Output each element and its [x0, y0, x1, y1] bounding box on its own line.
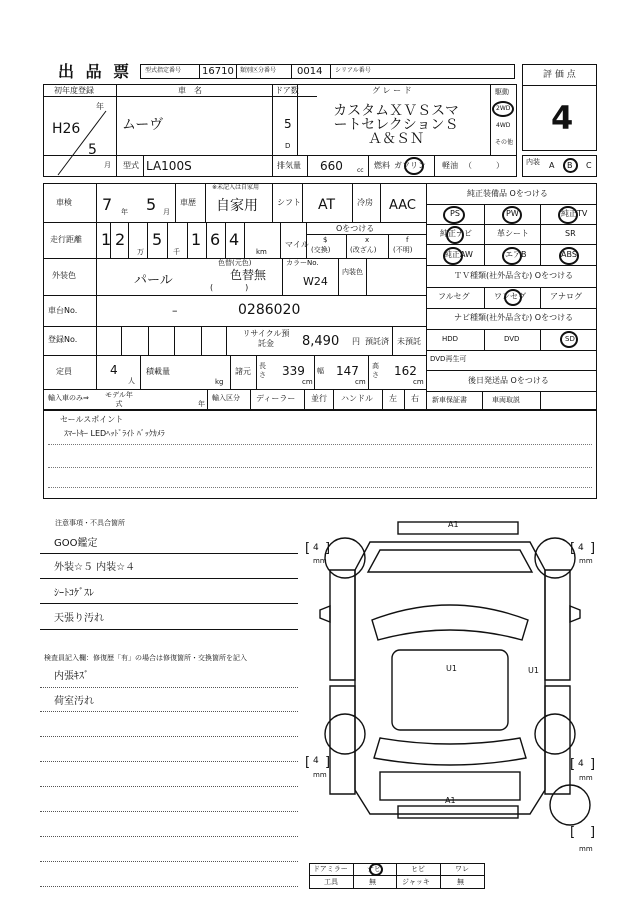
- note-2: 外装☆５ 内装☆４: [54, 562, 136, 573]
- person-unit: 人: [128, 377, 135, 385]
- shaken-year-unit: 年: [121, 208, 128, 216]
- import-class-label: 輸入区分: [212, 394, 240, 402]
- equip-nav-circle: [446, 226, 464, 244]
- inspector-item-1: 内張ｷｽﾞ: [54, 671, 89, 682]
- tv-fullseg: フルセグ: [438, 292, 470, 301]
- tools-r3: ジャッキ: [402, 878, 430, 886]
- load-label: 積載量: [146, 367, 170, 376]
- score-value: 4: [551, 99, 574, 137]
- shaken-month-unit: 月: [163, 208, 170, 216]
- mileage-digit-4: 1: [191, 230, 202, 249]
- recycle-unit: 円: [352, 337, 360, 346]
- odo-swap-mark: $: [323, 236, 328, 244]
- equip-title: 純正装備品 Oをつける: [467, 189, 548, 198]
- model-cert-label: 型式指定番号: [145, 67, 182, 74]
- mirror-right: [570, 606, 580, 622]
- bracket-rl-close: ]: [325, 755, 331, 770]
- color-no-label: カラーNo.: [286, 259, 319, 267]
- tv-selected-circle: [504, 289, 522, 306]
- repaint-value: 色替無: [230, 268, 267, 282]
- serial-cell: [330, 64, 515, 79]
- car-name: ムーヴ: [122, 117, 164, 133]
- length-value: 339: [282, 364, 305, 378]
- recycle-amount: 8,490: [302, 334, 340, 349]
- note-3: ｼｰﾄｺｹﾞｽﾚ: [54, 588, 94, 599]
- width-value: 147: [336, 364, 359, 378]
- recycle-deposited: 預託済: [365, 337, 389, 346]
- nav-sd: SD: [565, 335, 575, 343]
- height-value: 162: [394, 364, 417, 378]
- equip-nav: 純正ナビ: [440, 229, 472, 238]
- ac-value: AAC: [389, 198, 416, 213]
- tv-analog: アナログ: [550, 292, 582, 301]
- tools-h4: ワレ: [455, 865, 469, 873]
- front-mark: A1: [448, 520, 459, 529]
- recycle-label: リサイクル預託金: [242, 329, 290, 348]
- left-front-side: [330, 570, 355, 680]
- month-unit: 月: [104, 161, 111, 169]
- tread-fr-unit: mm: [579, 557, 593, 565]
- height-unit: cm: [413, 378, 424, 386]
- drive-selected-circle: [492, 101, 514, 117]
- shaken-year: 7: [102, 195, 113, 214]
- serial-label: シリアル番号: [335, 67, 371, 74]
- class-no: 0014: [297, 66, 323, 77]
- nav-selected-circle: [560, 331, 578, 348]
- odo-unknown-label: (不明): [393, 246, 413, 254]
- tv-oneseg: ワンセグ: [494, 292, 526, 301]
- equip-ps: PS: [450, 209, 460, 218]
- chassis-prefix: –: [172, 304, 178, 317]
- bracket-fl-close: ]: [325, 541, 331, 556]
- grade-value: カスタムＸＶＳスマートセレクションＳＡ＆ＳＮ: [333, 103, 459, 147]
- left-mark: U1: [446, 664, 457, 673]
- tread-fl-unit: mm: [313, 557, 327, 565]
- equip-airbag: エアB: [505, 250, 527, 259]
- length-label: 長さ: [259, 362, 266, 379]
- dealer-option: ディーラー: [256, 394, 296, 403]
- class-label: 類別区分番号: [240, 67, 277, 74]
- body-outline: [355, 542, 545, 814]
- grade-label: グ レ ー ド: [372, 86, 412, 95]
- shaken-label: 車検: [56, 198, 72, 207]
- fuel-label: 燃料: [374, 161, 390, 170]
- chassis-no: 0286020: [238, 302, 301, 318]
- inspector-label: 検査員記入欄：修復歴「有」の場合は修復箇所・交換箇所を記入: [44, 654, 247, 662]
- capacity-label: 定員: [56, 367, 72, 376]
- score-label: 評 価 点: [543, 70, 576, 80]
- rear-mark: A1: [445, 796, 456, 805]
- tools-h2: ナビ: [367, 865, 381, 873]
- drive-label: 駆動: [495, 88, 509, 96]
- tools-h3: ヒビ: [411, 865, 425, 873]
- equip-pw: PW: [506, 209, 519, 218]
- tv-title: ＴＶ種類(社外品含む) Oをつける: [454, 271, 574, 280]
- shaken-month: 5: [146, 195, 157, 214]
- rear-window: [374, 738, 526, 765]
- handle-left: 左: [389, 394, 397, 403]
- year-unit: 年: [96, 102, 104, 111]
- hood: [368, 550, 532, 572]
- fuel-selected-circle: [404, 157, 424, 175]
- tire-rear-left: [325, 714, 365, 754]
- tread-rl: 4: [313, 756, 319, 766]
- doors-value: 5: [284, 117, 292, 131]
- fuel-diesel: 軽油: [442, 161, 458, 170]
- ac-label: 冷房: [357, 198, 373, 207]
- sales-text: ｽﾏｰﾄｷｰ LEDﾍｯﾄﾞﾗｲﾄ ﾊﾞｯｸｶﾒﾗ: [64, 429, 165, 438]
- chassis-label: 車台No.: [48, 306, 78, 315]
- tools-mirror-circle: [369, 863, 383, 876]
- tools-r2: 無: [369, 878, 376, 886]
- mirror-left: [320, 606, 330, 622]
- tire-rear-right: [535, 714, 575, 754]
- right-rear-side: [545, 686, 570, 794]
- history-value: 自家用: [216, 198, 258, 214]
- drive-other: その他: [495, 139, 514, 146]
- doors-suffix: D: [285, 142, 291, 150]
- first-reg-label: 初年度登録: [54, 86, 94, 95]
- bracket-fr-close: ]: [590, 541, 596, 556]
- dvd-label: DVD再生可: [430, 355, 467, 363]
- tread-rl-unit: mm: [313, 771, 327, 779]
- mileage-digit-1: 1: [101, 230, 112, 249]
- fuel-paren: （ ）: [464, 161, 504, 170]
- class-label-cell: [236, 64, 292, 79]
- tread-fr: 4: [578, 543, 584, 553]
- int-color-label: 内装色: [342, 268, 363, 276]
- recycle-not: 未預託: [397, 337, 421, 346]
- rear-bumper: [398, 806, 518, 818]
- sales-label: セールスポイント: [60, 415, 124, 424]
- bracket-spare-close: ]: [590, 825, 596, 840]
- tools-h1: ドアミラー: [313, 865, 348, 873]
- car-name-label: 車 名: [178, 86, 202, 95]
- handle-right: 右: [411, 394, 419, 403]
- equip-tv: 純正TV: [561, 209, 588, 218]
- repaint-paren: ( ): [210, 283, 249, 292]
- model-cert-label-cell: [140, 64, 200, 79]
- equip-sr: SR: [565, 229, 576, 238]
- nav-title: ナビ種類(社外品含む) Oをつける: [454, 313, 574, 322]
- interior-c: C: [586, 161, 592, 170]
- model-cert-cell: [199, 64, 237, 79]
- model-year-unit: 年: [198, 400, 205, 408]
- shift-label: シフト: [277, 198, 301, 207]
- history-note: ※未記入は自家用: [212, 184, 260, 191]
- odo-circle-prompt: Oをつける: [336, 224, 375, 233]
- score-cell: [522, 85, 597, 151]
- reg-no-label: 登録No.: [48, 335, 78, 344]
- color-no-value: W24: [303, 275, 328, 288]
- car-damage-diagram: [300, 510, 600, 840]
- cc-unit: cc: [357, 167, 364, 174]
- bracket-fr-open: [: [570, 541, 576, 556]
- later-title: 後日発送品 Oをつける: [468, 376, 549, 385]
- parallel-option: 並行: [311, 394, 327, 403]
- interior-b: B: [567, 161, 573, 170]
- notes-label: 注意事項・不具合箇所: [55, 519, 125, 527]
- right-front-side: [545, 570, 570, 680]
- sheet-title: 出 品 票: [58, 62, 133, 81]
- note-1: GOO鑑定: [54, 538, 98, 549]
- bracket-rr-close: ]: [590, 757, 596, 772]
- mileage-digit-2: 2: [115, 230, 126, 249]
- inspector-item-2: 荷室汚れ: [54, 696, 94, 707]
- displacement-label: 排気量: [277, 161, 301, 170]
- capacity-value: 4: [110, 363, 118, 377]
- model-code: LA100S: [146, 159, 192, 173]
- nav-hdd: HDD: [442, 335, 459, 343]
- odo-tamper-mark: x: [365, 236, 370, 244]
- tread-spare-unit: mm: [579, 845, 593, 853]
- km-unit: km: [256, 248, 267, 256]
- mileage-digit-3: 5: [152, 230, 163, 249]
- mileage-digit-5: 6: [210, 230, 221, 249]
- model-cert-no: 16710: [202, 66, 234, 77]
- fuel-gas: ガソリン: [394, 161, 426, 170]
- sales-point-box: [43, 410, 597, 499]
- bracket-rl-open: [: [305, 755, 311, 770]
- dims-label: 諸元: [235, 367, 251, 376]
- kg-unit: kg: [215, 378, 224, 386]
- ext-color-label: 外装色: [52, 271, 76, 280]
- drive-4wd: 4WD: [496, 122, 511, 129]
- shift-value: AT: [318, 197, 336, 213]
- width-label: 幅: [317, 367, 324, 375]
- equip-pw-circle: [502, 206, 522, 224]
- repaint-label: 色替(元色): [218, 259, 252, 267]
- right-mark: U1: [528, 666, 539, 675]
- equip-leather: 革シート: [497, 229, 529, 238]
- windshield: [372, 605, 528, 640]
- tools-r4: 無: [457, 878, 464, 886]
- equip-aw: 純正AW: [444, 250, 473, 259]
- displacement-value: 660: [320, 159, 343, 173]
- mileage-digit-6: 4: [229, 230, 240, 249]
- drive-2wd: 2WD: [496, 105, 511, 112]
- man-unit: 万: [137, 248, 144, 256]
- mile-label: マイル: [285, 240, 309, 249]
- doors-label: ドア数: [275, 86, 299, 95]
- equip-abs: ABS: [561, 250, 577, 259]
- interior-selected-circle: [563, 158, 578, 173]
- first-reg-month: 5: [88, 142, 97, 158]
- left-rear-side: [330, 686, 355, 794]
- odo-swap-label: (交換): [311, 246, 331, 254]
- bracket-spare-open: [: [570, 825, 576, 840]
- mileage-label: 走行距離: [50, 235, 82, 244]
- interior-a: A: [549, 161, 555, 170]
- tire-front-left: [325, 538, 365, 578]
- model-year-label: モデル年式: [105, 391, 133, 408]
- tools-r1: 工具: [324, 878, 338, 886]
- interior-label: 内装: [526, 158, 540, 166]
- equip-abs-circle: [559, 247, 579, 265]
- score-label-cell: [522, 64, 597, 86]
- handle-label: ハンドル: [341, 394, 373, 403]
- bracket-fl-open: [: [305, 541, 311, 556]
- ext-color-value: パール: [134, 273, 173, 288]
- equip-aw-circle: [443, 247, 463, 265]
- first-reg-slash: [44, 97, 116, 177]
- import-label: 輸入車のみ⇒: [48, 394, 89, 402]
- equip-airbag-circle: [502, 247, 522, 265]
- model-code-label: 型式: [123, 161, 139, 170]
- equip-ps-circle: [443, 206, 465, 224]
- first-reg-year: H26: [52, 121, 81, 137]
- odo-tamper-label: (改ざん): [350, 246, 377, 254]
- tread-rr: 4: [578, 759, 584, 769]
- height-label: 高さ: [372, 362, 379, 379]
- later-manual: 車両取説: [492, 396, 520, 404]
- history-label: 車歴: [180, 198, 196, 207]
- tire-front-right: [535, 538, 575, 578]
- roof: [392, 650, 508, 730]
- odo-unknown-mark: f: [406, 236, 409, 244]
- nav-dvd: DVD: [504, 335, 520, 343]
- sen-unit: 千: [173, 248, 180, 256]
- later-warranty: 新車保証書: [432, 396, 467, 404]
- equip-tv-circle: [558, 206, 578, 224]
- tread-fl: 4: [313, 543, 319, 553]
- width-unit: cm: [355, 378, 366, 386]
- length-unit: cm: [302, 378, 313, 386]
- note-4: 天張り汚れ: [54, 613, 104, 624]
- tread-rr-unit: mm: [579, 774, 593, 782]
- bracket-rr-open: [: [570, 757, 576, 772]
- class-no-cell: [291, 64, 331, 79]
